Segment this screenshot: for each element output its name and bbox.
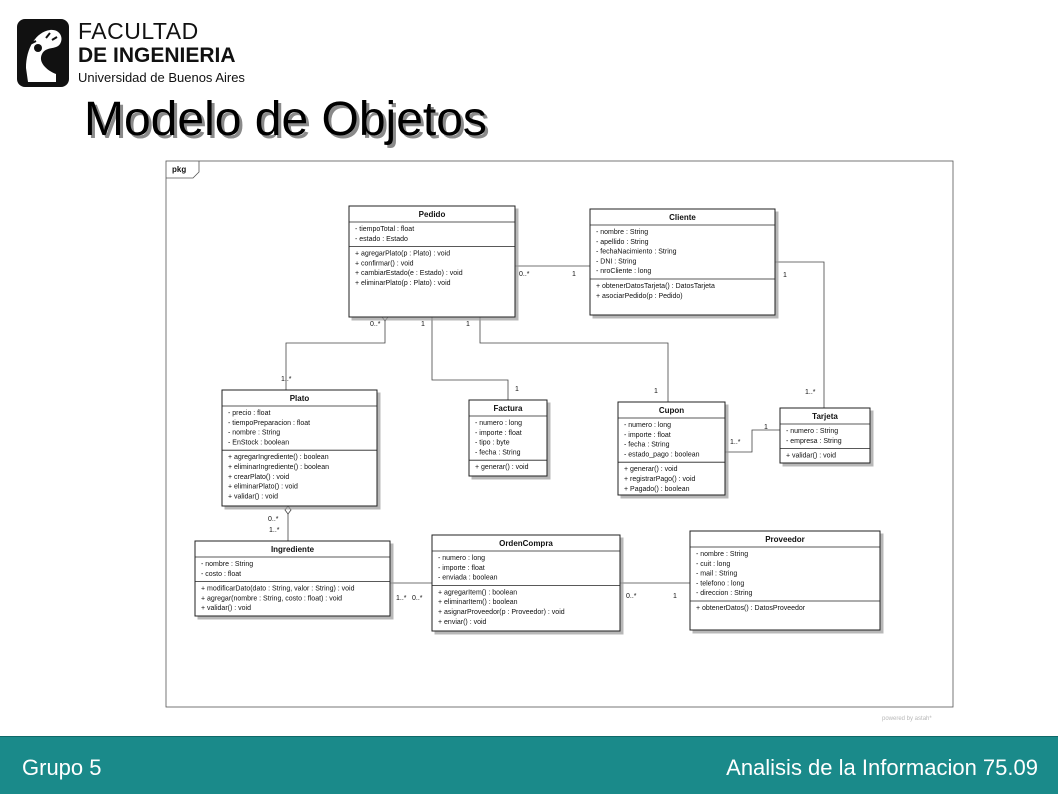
- class-ingrediente: [195, 541, 390, 616]
- class-operation: + crearPlato() : void: [228, 473, 290, 481]
- multiplicity-label: 1: [572, 271, 576, 278]
- multiplicity-label: 0..*: [519, 271, 530, 278]
- class-operation: + validar() : void: [201, 605, 251, 613]
- class-name-cupon: Cupon: [658, 406, 685, 415]
- class-attribute: - numero : String: [786, 428, 839, 435]
- class-operation: + confirmar() : void: [355, 260, 414, 268]
- class-name-cliente: Cliente: [669, 213, 696, 222]
- class-operation: + generar() : void: [624, 466, 678, 474]
- class-operation: + eliminarPlato() : void: [228, 483, 298, 491]
- multiplicity-label: 1..*: [396, 595, 407, 602]
- class-attribute: - cuit : long: [696, 560, 731, 568]
- class-name-factura: Factura: [493, 404, 523, 413]
- class-attribute: - importe : float: [624, 431, 671, 439]
- class-attribute: - costo : float: [201, 570, 242, 578]
- class-operation: + enviar() : void: [438, 618, 487, 626]
- multiplicity-label: 1: [654, 388, 658, 395]
- footer-group-label: Grupo 5: [22, 755, 102, 780]
- multiplicity-label: 1: [466, 321, 470, 328]
- class-name-pedido: Pedido: [418, 210, 446, 219]
- class-operation: + agregarItem() : boolean: [438, 589, 518, 597]
- class-attribute: - numero : long: [624, 422, 672, 429]
- class-attribute: - estado_pago : boolean: [624, 451, 700, 459]
- class-attribute: - nroCliente : long: [596, 268, 652, 276]
- footer-bar: [0, 736, 1058, 794]
- class-attribute: - estado : Estado: [355, 235, 408, 243]
- assoc-pedido-plato: [286, 320, 385, 390]
- multiplicity-label: 1: [764, 424, 768, 431]
- class-attribute: - mail : String: [696, 570, 738, 578]
- class-name-proveedor: Proveedor: [765, 535, 805, 544]
- multiplicity-label: 1..*: [281, 376, 292, 383]
- logo-line-ingenieria: DE INGENIERIA: [78, 44, 236, 67]
- class-attribute: - nombre : String: [201, 561, 254, 568]
- class-attribute: - nombre : String: [696, 551, 749, 558]
- class-operation: + agregarPlato(p : Plato) : void: [355, 250, 451, 258]
- class-operation: + cambiarEstado(e : Estado) : void: [355, 270, 463, 278]
- multiplicity-label: 1..*: [805, 389, 816, 396]
- class-attribute: - tipo : byte: [475, 439, 510, 447]
- class-pedido: [349, 206, 515, 317]
- multiplicity-label: 1..*: [730, 439, 741, 446]
- class-attribute: - importe : float: [438, 564, 485, 572]
- class-name-tarjeta: Tarjeta: [812, 412, 838, 421]
- class-attribute: - fecha : String: [475, 449, 521, 457]
- class-operation: + validar() : void: [786, 452, 836, 460]
- class-attribute: - apellido : String: [596, 238, 649, 246]
- class-attribute: - enviada : boolean: [438, 574, 498, 582]
- class-proveedor: [690, 531, 880, 630]
- class-name-ordencompra: OrdenCompra: [499, 539, 553, 548]
- class-operation: + modificarDato(dato : String, valor : String) : void: [201, 585, 355, 593]
- package-label: pkg: [172, 165, 187, 174]
- multiplicity-label: 1: [515, 386, 519, 393]
- class-cliente: [590, 209, 775, 315]
- class-operation: + Pagado() : boolean: [624, 485, 690, 493]
- class-operation: + generar() : void: [475, 464, 529, 472]
- class-attribute: - direccion : String: [696, 590, 753, 598]
- multiplicity-label: 0..*: [412, 595, 423, 602]
- class-operation: + eliminarIngrediente() : boolean: [228, 464, 329, 471]
- assoc-pedido-factura: [432, 317, 508, 400]
- class-attribute: - tiempoTotal : float: [355, 226, 415, 233]
- class-operation: + agregarIngrediente() : boolean: [228, 454, 329, 462]
- class-operation: + agregar(nombre : String, costo : float) : void: [201, 595, 343, 603]
- class-operation: + obtenerDatos() : DatosProveedor: [696, 605, 806, 612]
- class-plato: [222, 390, 377, 506]
- class-box-ordencompra: [432, 535, 620, 631]
- class-operation: + registrarPago() : void: [624, 476, 696, 483]
- class-attribute: - fecha : String: [624, 441, 670, 449]
- class-attribute: - DNI : String: [596, 258, 637, 266]
- class-tarjeta: [780, 408, 870, 463]
- class-attribute: - empresa : String: [786, 437, 842, 445]
- class-operation: + asociarPedido(p : Pedido): [596, 292, 683, 300]
- multiplicity-label: 0..*: [626, 593, 637, 600]
- multiplicity-label: 1: [421, 321, 425, 328]
- multiplicity-label: 1..*: [269, 527, 280, 534]
- multiplicity-label: 0..*: [370, 321, 381, 328]
- class-operation: + eliminarItem() : boolean: [438, 599, 518, 607]
- multiplicity-label: 0..*: [268, 516, 279, 523]
- class-cupon: [618, 402, 725, 495]
- class-operation: + asignarProveedor(p : Proveedor) : void: [438, 609, 565, 616]
- class-name-plato: Plato: [289, 394, 310, 403]
- class-attribute: - numero : long: [438, 555, 486, 562]
- aggregation-diamond-plato: [285, 506, 291, 514]
- slide-title: Modelo de Objetos: [84, 93, 487, 146]
- class-attribute: - precio : float: [228, 410, 271, 417]
- multiplicity-label: 1: [783, 272, 787, 279]
- logo-line-universidad: Universidad de Buenos Aires: [78, 70, 245, 85]
- astah-watermark: powered by astah*: [882, 716, 932, 722]
- class-factura: [469, 400, 547, 476]
- class-attribute: - EnStock : boolean: [228, 439, 290, 447]
- assoc-cliente-tarjeta: [775, 262, 824, 408]
- class-attribute: - fechaNacimiento : String: [596, 248, 677, 256]
- class-attribute: - importe : float: [475, 429, 522, 437]
- class-attribute: - nombre : String: [596, 229, 649, 236]
- multiplicity-label: 1: [673, 593, 677, 600]
- class-attribute: - telefono : long: [696, 580, 745, 588]
- class-attribute: - tiempoPreparacion : float: [228, 419, 311, 427]
- logo-line-facultad: FACULTAD: [78, 18, 199, 44]
- footer-course-label: Analisis de la Informacion 75.09: [726, 755, 1038, 780]
- class-boxes: [195, 206, 880, 631]
- class-attribute: - numero : long: [475, 420, 523, 427]
- class-operation: + validar() : void: [228, 493, 278, 501]
- class-operation: + obtenerDatosTarjeta() : DatosTarjeta: [596, 283, 715, 290]
- class-operation: + eliminarPlato(p : Plato) : void: [355, 280, 451, 287]
- class-name-ingrediente: Ingrediente: [270, 545, 315, 554]
- class-ordencompra: [432, 535, 620, 631]
- class-attribute: - nombre : String: [228, 429, 281, 437]
